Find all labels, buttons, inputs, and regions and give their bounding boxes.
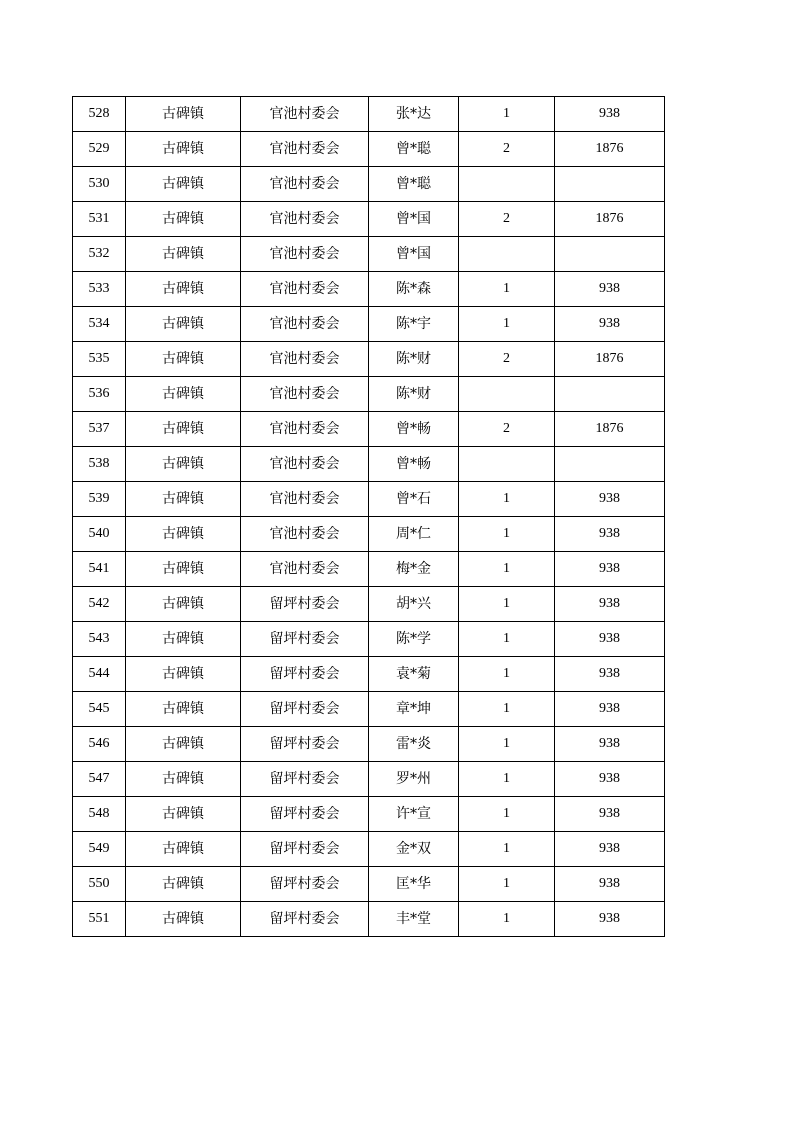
- cell-count: 2: [459, 342, 555, 377]
- table-row: [73, 762, 665, 797]
- cell-village-committee: 官池村委会: [241, 517, 369, 552]
- cell-person-name: 曾*国: [369, 202, 459, 237]
- cell-amount: 938: [555, 272, 665, 307]
- cell-count: 2: [459, 132, 555, 167]
- cell-person-name: 曾*聪: [369, 167, 459, 202]
- cell-town: 古碑镇: [126, 272, 241, 307]
- table-row: [73, 832, 665, 867]
- table-row: [73, 727, 665, 762]
- cell-person-name: 梅*金: [369, 552, 459, 587]
- cell-count: [459, 167, 555, 202]
- cell-serial-number: 533: [73, 272, 126, 307]
- cell-town: 古碑镇: [126, 377, 241, 412]
- cell-amount: 1876: [555, 412, 665, 447]
- cell-person-name: 罗*州: [369, 762, 459, 797]
- cell-amount: 1876: [555, 202, 665, 237]
- cell-serial-number: 529: [73, 132, 126, 167]
- cell-town: 古碑镇: [126, 237, 241, 272]
- cell-person-name: 章*坤: [369, 692, 459, 727]
- cell-amount: 1876: [555, 342, 665, 377]
- cell-count: 1: [459, 797, 555, 832]
- cell-village-committee: 留坪村委会: [241, 622, 369, 657]
- cell-serial-number: 545: [73, 692, 126, 727]
- cell-amount: 938: [555, 552, 665, 587]
- cell-village-committee: 官池村委会: [241, 272, 369, 307]
- cell-amount: 1876: [555, 132, 665, 167]
- cell-amount: 938: [555, 517, 665, 552]
- cell-serial-number: 548: [73, 797, 126, 832]
- cell-town: 古碑镇: [126, 412, 241, 447]
- cell-village-committee: 官池村委会: [241, 132, 369, 167]
- table-row: [73, 657, 665, 692]
- cell-person-name: 丰*堂: [369, 902, 459, 937]
- cell-town: 古碑镇: [126, 657, 241, 692]
- cell-village-committee: 官池村委会: [241, 167, 369, 202]
- cell-serial-number: 535: [73, 342, 126, 377]
- cell-count: 1: [459, 727, 555, 762]
- cell-count: 1: [459, 902, 555, 937]
- cell-town: 古碑镇: [126, 482, 241, 517]
- cell-amount: [555, 237, 665, 272]
- cell-town: 古碑镇: [126, 727, 241, 762]
- cell-person-name: 陈*森: [369, 272, 459, 307]
- cell-serial-number: 550: [73, 867, 126, 902]
- document-sheet: [72, 96, 665, 937]
- cell-count: 1: [459, 762, 555, 797]
- table-row: [73, 517, 665, 552]
- cell-village-committee: 官池村委会: [241, 342, 369, 377]
- cell-town: 古碑镇: [126, 902, 241, 937]
- table-row: [73, 552, 665, 587]
- table-row: [73, 272, 665, 307]
- cell-serial-number: 538: [73, 447, 126, 482]
- table-row: [73, 447, 665, 482]
- table-row: [73, 377, 665, 412]
- cell-count: 1: [459, 97, 555, 132]
- cell-town: 古碑镇: [126, 97, 241, 132]
- cell-town: 古碑镇: [126, 447, 241, 482]
- cell-person-name: 匡*华: [369, 867, 459, 902]
- cell-count: 1: [459, 587, 555, 622]
- cell-amount: 938: [555, 902, 665, 937]
- cell-village-committee: 官池村委会: [241, 552, 369, 587]
- cell-person-name: 金*双: [369, 832, 459, 867]
- cell-person-name: 曾*石: [369, 482, 459, 517]
- cell-village-committee: 留坪村委会: [241, 797, 369, 832]
- cell-amount: 938: [555, 692, 665, 727]
- cell-count: 1: [459, 832, 555, 867]
- cell-serial-number: 539: [73, 482, 126, 517]
- cell-person-name: 曾*畅: [369, 412, 459, 447]
- cell-person-name: 胡*兴: [369, 587, 459, 622]
- cell-village-committee: 留坪村委会: [241, 762, 369, 797]
- cell-town: 古碑镇: [126, 692, 241, 727]
- cell-person-name: 陈*宇: [369, 307, 459, 342]
- cell-amount: 938: [555, 587, 665, 622]
- table-row: [73, 587, 665, 622]
- cell-serial-number: 543: [73, 622, 126, 657]
- table-row: [73, 797, 665, 832]
- cell-serial-number: 532: [73, 237, 126, 272]
- table-row: [73, 692, 665, 727]
- cell-serial-number: 537: [73, 412, 126, 447]
- cell-village-committee: 官池村委会: [241, 307, 369, 342]
- allowance-table: [72, 96, 665, 937]
- cell-town: 古碑镇: [126, 832, 241, 867]
- cell-town: 古碑镇: [126, 622, 241, 657]
- cell-count: 1: [459, 482, 555, 517]
- cell-amount: 938: [555, 97, 665, 132]
- cell-town: 古碑镇: [126, 307, 241, 342]
- table-row: [73, 307, 665, 342]
- cell-town: 古碑镇: [126, 762, 241, 797]
- cell-village-committee: 官池村委会: [241, 447, 369, 482]
- cell-village-committee: 留坪村委会: [241, 832, 369, 867]
- cell-serial-number: 541: [73, 552, 126, 587]
- cell-amount: 938: [555, 482, 665, 517]
- table-row: [73, 132, 665, 167]
- table-row: [73, 902, 665, 937]
- cell-count: 1: [459, 867, 555, 902]
- cell-serial-number: 540: [73, 517, 126, 552]
- cell-village-committee: 留坪村委会: [241, 902, 369, 937]
- cell-amount: 938: [555, 797, 665, 832]
- cell-serial-number: 528: [73, 97, 126, 132]
- table-row: [73, 482, 665, 517]
- cell-count: [459, 237, 555, 272]
- cell-amount: 938: [555, 622, 665, 657]
- cell-serial-number: 534: [73, 307, 126, 342]
- cell-serial-number: 530: [73, 167, 126, 202]
- cell-village-committee: 官池村委会: [241, 202, 369, 237]
- cell-serial-number: 536: [73, 377, 126, 412]
- cell-amount: [555, 377, 665, 412]
- cell-amount: 938: [555, 657, 665, 692]
- cell-amount: 938: [555, 762, 665, 797]
- cell-serial-number: 551: [73, 902, 126, 937]
- table-row: [73, 867, 665, 902]
- cell-amount: 938: [555, 727, 665, 762]
- cell-village-committee: 官池村委会: [241, 377, 369, 412]
- cell-amount: [555, 167, 665, 202]
- cell-amount: 938: [555, 307, 665, 342]
- cell-town: 古碑镇: [126, 202, 241, 237]
- cell-person-name: 雷*炎: [369, 727, 459, 762]
- cell-town: 古碑镇: [126, 867, 241, 902]
- cell-village-committee: 官池村委会: [241, 97, 369, 132]
- cell-count: 2: [459, 202, 555, 237]
- cell-count: 1: [459, 622, 555, 657]
- cell-person-name: 曾*聪: [369, 132, 459, 167]
- cell-count: [459, 447, 555, 482]
- cell-count: 1: [459, 692, 555, 727]
- cell-serial-number: 531: [73, 202, 126, 237]
- cell-amount: [555, 447, 665, 482]
- cell-amount: 938: [555, 867, 665, 902]
- table-row: [73, 97, 665, 132]
- cell-person-name: 袁*菊: [369, 657, 459, 692]
- cell-town: 古碑镇: [126, 132, 241, 167]
- table-body: [73, 97, 665, 937]
- cell-village-committee: 官池村委会: [241, 482, 369, 517]
- table-row: [73, 342, 665, 377]
- table-row: [73, 237, 665, 272]
- cell-serial-number: 549: [73, 832, 126, 867]
- cell-town: 古碑镇: [126, 587, 241, 622]
- cell-serial-number: 546: [73, 727, 126, 762]
- cell-count: 1: [459, 657, 555, 692]
- cell-village-committee: 留坪村委会: [241, 692, 369, 727]
- cell-person-name: 陈*财: [369, 377, 459, 412]
- cell-town: 古碑镇: [126, 342, 241, 377]
- cell-serial-number: 542: [73, 587, 126, 622]
- cell-amount: 938: [555, 832, 665, 867]
- cell-village-committee: 留坪村委会: [241, 587, 369, 622]
- table-row: [73, 167, 665, 202]
- cell-serial-number: 544: [73, 657, 126, 692]
- cell-person-name: 张*达: [369, 97, 459, 132]
- cell-count: 1: [459, 307, 555, 342]
- cell-village-committee: 留坪村委会: [241, 727, 369, 762]
- cell-village-committee: 留坪村委会: [241, 867, 369, 902]
- cell-count: [459, 377, 555, 412]
- cell-person-name: 周*仁: [369, 517, 459, 552]
- cell-village-committee: 官池村委会: [241, 237, 369, 272]
- cell-person-name: 陈*学: [369, 622, 459, 657]
- cell-town: 古碑镇: [126, 552, 241, 587]
- table-row: [73, 622, 665, 657]
- cell-town: 古碑镇: [126, 167, 241, 202]
- cell-person-name: 曾*国: [369, 237, 459, 272]
- table-row: [73, 202, 665, 237]
- cell-person-name: 陈*财: [369, 342, 459, 377]
- cell-count: 1: [459, 517, 555, 552]
- cell-town: 古碑镇: [126, 797, 241, 832]
- cell-village-committee: 留坪村委会: [241, 657, 369, 692]
- table-row: [73, 412, 665, 447]
- cell-person-name: 曾*畅: [369, 447, 459, 482]
- cell-village-committee: 官池村委会: [241, 412, 369, 447]
- cell-serial-number: 547: [73, 762, 126, 797]
- cell-count: 1: [459, 552, 555, 587]
- cell-town: 古碑镇: [126, 517, 241, 552]
- cell-count: 2: [459, 412, 555, 447]
- cell-person-name: 许*宣: [369, 797, 459, 832]
- cell-count: 1: [459, 272, 555, 307]
